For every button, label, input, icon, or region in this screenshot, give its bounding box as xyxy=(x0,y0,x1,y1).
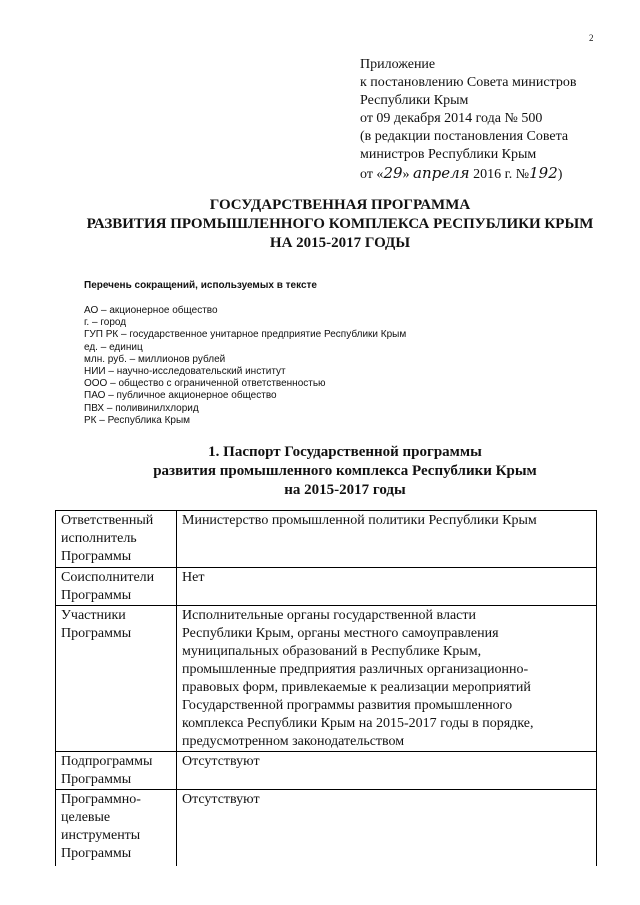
title-line: ГОСУДАРСТВЕННАЯ ПРОГРАММА xyxy=(209,197,471,213)
row-key-line: Программы xyxy=(61,549,132,564)
row-key-line: Ответственный xyxy=(61,513,154,528)
row-key-line: Соисполнители xyxy=(61,570,155,585)
row-key-cell xyxy=(56,790,177,867)
section-title xyxy=(60,443,630,500)
section-title-line: 1. Паспорт Государственной программы xyxy=(208,444,482,460)
abbreviation-item: РК – Республика Крым xyxy=(84,414,191,426)
abbreviation-item: ООО – общество с ограниченной ответственностью xyxy=(84,378,326,390)
abbreviation-item: ГУП РК – государственное унитарное предприятие Республики Крым xyxy=(84,329,407,341)
title-line: НА 2015-2017 ГОДЫ xyxy=(269,235,411,251)
row-value-line: Отсутствуют xyxy=(182,754,260,769)
row-value-cell xyxy=(177,511,597,568)
date-year: 2016 г. № xyxy=(469,167,530,182)
appendix-line: от 09 декабря 2014 года № 500 xyxy=(360,111,543,126)
abbreviation-item: ед. – единиц xyxy=(84,341,143,353)
row-value-cell xyxy=(177,568,597,606)
row-value-line: Государственной программы развития промышленного xyxy=(182,698,513,713)
handwritten-day: 29 xyxy=(383,164,403,182)
table-row xyxy=(56,511,597,568)
row-key-line: Программно- xyxy=(61,792,141,807)
section-title-line: на 2015-2017 годы xyxy=(284,482,406,498)
date-prefix: от « xyxy=(360,167,384,182)
row-value-line: промышленные предприятия различных организационно- xyxy=(182,662,529,677)
appendix-line: министров Республики Крым xyxy=(360,147,537,162)
date-suffix: ) xyxy=(557,167,563,182)
appendix-date-line xyxy=(360,164,576,184)
row-key-line: Программы xyxy=(61,588,132,603)
row-value-line: предусмотренном законодательством xyxy=(182,734,405,749)
row-key-line: инструменты xyxy=(61,828,141,843)
abbreviation-item: НИИ – научно-исследовательский институт xyxy=(84,366,286,378)
abbreviation-item: ПАО – публичное акционерное общество xyxy=(84,390,277,402)
appendix-line: Республики Крым xyxy=(360,93,469,108)
row-value-line: Министерство промышленной политики Республики Крым xyxy=(182,513,537,528)
appendix-line: (в редакции постановления Совета xyxy=(360,129,569,144)
abbreviations-heading: Перечень сокращений, используемых в тексте xyxy=(84,280,317,291)
row-value-line: Нет xyxy=(182,570,205,585)
row-key-line: целевые xyxy=(61,810,111,825)
handwritten-month: апреля xyxy=(413,164,470,182)
title-line: РАЗВИТИЯ ПРОМЫШЛЕННОГО КОМПЛЕКСА РЕСПУБЛИКИ КРЫМ xyxy=(86,216,594,232)
row-value-line: правовых форм, привлекаемые к реализации мероприятий xyxy=(182,680,531,695)
row-key-line: Программы xyxy=(61,772,132,787)
passport-table xyxy=(55,510,597,866)
table-row xyxy=(56,790,597,867)
row-key-cell xyxy=(56,752,177,790)
row-value-cell xyxy=(177,606,597,752)
table-row xyxy=(56,568,597,606)
row-value-cell xyxy=(177,752,597,790)
row-value-line: муниципальных образований в Республике Крым, xyxy=(182,644,482,659)
row-key-line: исполнитель xyxy=(61,531,137,546)
row-value-line: комплекса Республики Крым на 2015-2017 годы в порядке, xyxy=(182,716,534,731)
row-key-line: Подпрограммы xyxy=(61,754,153,769)
appendix-line: Приложение xyxy=(360,57,436,72)
date-mid: » xyxy=(402,167,414,182)
page-number: 2 xyxy=(589,33,594,43)
row-value-line: Исполнительные органы государственной власти xyxy=(182,608,476,623)
table-row xyxy=(56,752,597,790)
row-value-cell xyxy=(177,790,597,867)
abbreviation-item: ПВХ – поливинилхлорид xyxy=(84,402,199,414)
row-key-line: Программы xyxy=(61,626,132,641)
abbreviation-item: млн. руб. – миллионов рублей xyxy=(84,353,226,365)
table-row xyxy=(56,606,597,752)
abbreviation-item: г. – город xyxy=(84,317,127,329)
appendix-block xyxy=(360,56,576,184)
row-key-cell xyxy=(56,511,177,568)
document-title xyxy=(60,196,620,253)
section-title-line: развития промышленного комплекса Республики Крым xyxy=(153,463,537,479)
row-key-line: Программы xyxy=(61,846,132,861)
abbreviation-item: АО – акционерное общество xyxy=(84,305,218,316)
row-value-line: Республики Крым, органы местного самоуправления xyxy=(182,626,499,641)
abbreviations-list xyxy=(84,305,406,427)
row-key-cell xyxy=(56,606,177,752)
row-key-line: Участники xyxy=(61,608,126,623)
row-key-cell xyxy=(56,568,177,606)
appendix-line: к постановлению Совета министров xyxy=(360,75,577,90)
handwritten-number: 192 xyxy=(529,164,558,182)
row-value-line: Отсутствуют xyxy=(182,792,260,807)
